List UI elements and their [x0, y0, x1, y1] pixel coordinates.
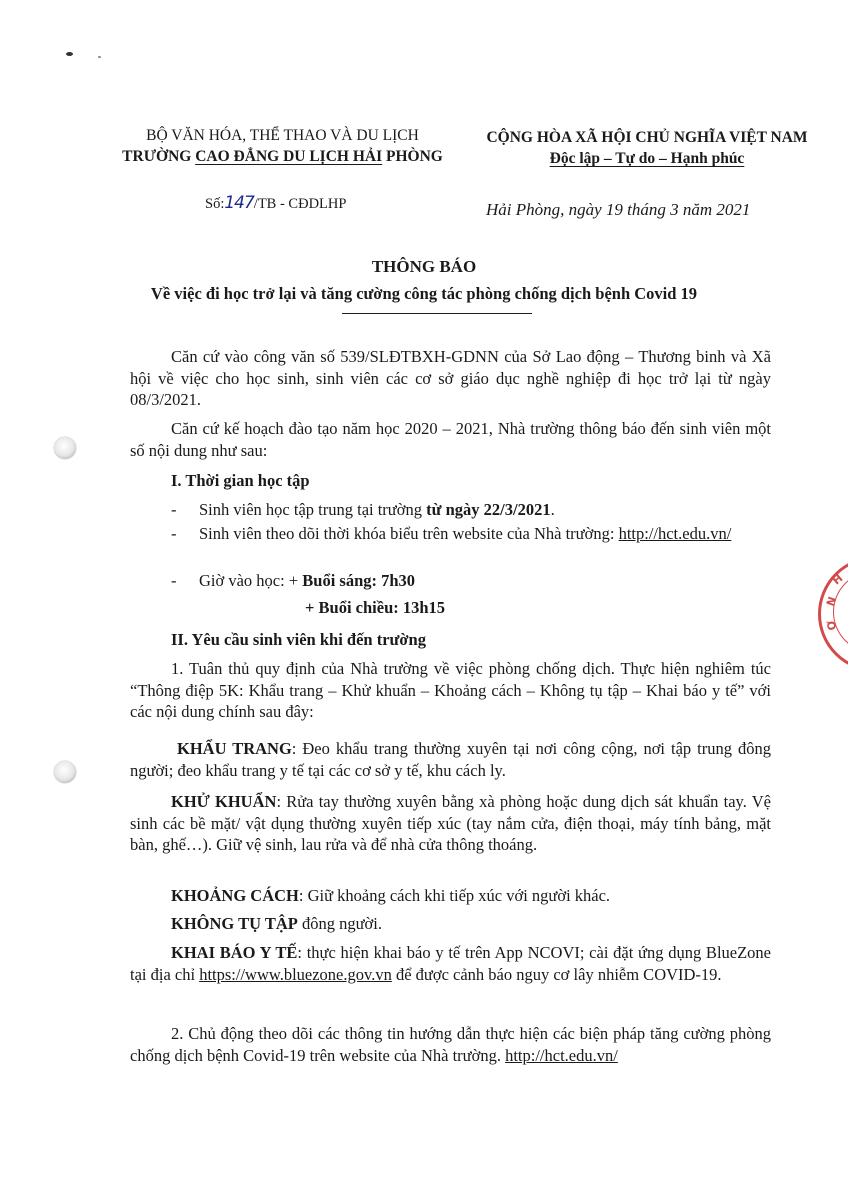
rule-paragraph-2	[130, 1023, 771, 1066]
item-text: đông người.	[297, 914, 382, 933]
item-label: KHỬ KHUẨN	[171, 792, 277, 811]
item-end: để được cảnh báo nguy cơ lây nhiễm COVID-19.	[391, 964, 722, 984]
stamp-glyph: Ơ	[824, 619, 840, 632]
handwritten-number: 147	[224, 193, 254, 213]
bullet-bold: từ ngày 22/3/2021	[426, 500, 551, 519]
item-label: KHÔNG TỤ TẬP	[171, 914, 298, 933]
item-text: : Rửa tay thường xuyên bằng xà phòng hoặc dung dịch sát khuẩn tay. Vệ sinh các bề mặt/ vật dụng thường xuyên tiếp xúc (tay nắm cửa, điện thoại, máy tính bảng, mặt bàn, ghế…). Giữ vệ sinh, lau rửa và để nhà cửa thông thoáng.	[130, 792, 771, 854]
item-khai-bao-y-te	[130, 942, 771, 985]
school-website-link[interactable]: http://hct.edu.vn/	[618, 524, 732, 543]
bullet-text: Sinh viên theo dõi thời khóa biểu trên website của Nhà trường:	[199, 524, 619, 543]
bullet-study-date	[171, 499, 799, 521]
intro-paragraph-1: Căn cứ vào công văn số 539/SLĐTBXH-GDNN của Sở Lao động – Thương binh và Xã hội về việc cho học sinh, sinh viên các cơ sở giáo dục nghề nghiệp đi học trở lại từ ngày 08/3/2021.	[130, 347, 771, 409]
item-label: KHAI BÁO Y TẾ	[171, 943, 298, 962]
rule-paragraph-1: 1. Tuân thủ quy định của Nhà trường về việc phòng chống dịch. Thực hiện nghiêm túc “Thông điệp 5K: Khẩu trang – Khử khuẩn – Khoảng cách – Không tụ tập – Khai báo y tế” với các nội dung chính sau đây:	[130, 659, 771, 721]
paragraph-text: 2. Chủ động theo dõi các thông tin hướng dẫn thực hiện các biện pháp tăng cường phòng chống dịch bệnh Covid-19 trên website của Nhà trường.	[130, 1024, 771, 1065]
stamp-glyph: H	[829, 571, 846, 588]
afternoon-time: + Buổi chiều: 13h15	[305, 598, 446, 617]
issuer-block	[100, 125, 465, 167]
number-prefix: Số:	[205, 196, 225, 212]
item-khong-tu-tap	[130, 913, 771, 935]
school-website-link[interactable]: http://hct.edu.vn/	[505, 1045, 618, 1065]
stamp-glyph: N	[823, 594, 840, 609]
bullet-dash: -	[171, 571, 177, 590]
bullet-end: .	[550, 500, 555, 519]
bullet-timetable	[171, 523, 799, 545]
bluezone-link[interactable]: https://www.bluezone.gov.vn	[199, 964, 392, 984]
punch-hole-icon	[54, 761, 76, 783]
item-text: : thực hiện khai báo y tế trên App NCOVI; cài đặt ứng dụng BlueZone tại địa chỉ	[130, 943, 771, 984]
item-text: : Đeo khẩu trang thường xuyên tại nơi công cộng, nơi tập trung đông người; đeo khẩu trang y tế tại các cơ sở y tế, khu cách ly.	[130, 739, 771, 780]
bullet-dash: -	[171, 500, 177, 519]
item-label: KHẨU TRANG	[177, 739, 292, 758]
item-text: : Giữ khoảng cách khi tiếp xúc với người khác.	[298, 886, 611, 905]
number-suffix: /TB - CĐDLHP	[253, 196, 347, 212]
section-2-heading: II. Yêu cầu sinh viên khi đến trường	[171, 630, 426, 649]
national-motto	[462, 148, 832, 169]
morning-time: Buổi sáng: 7h30	[302, 571, 416, 590]
bullet-text: Giờ vào học: +	[199, 571, 303, 590]
school-name-underlined: CAO ĐẲNG DU LỊCH HẢI	[195, 148, 383, 165]
bullet-text: Sinh viên học tập trung tại trường	[199, 500, 427, 519]
motto-text: Độc lập – Tự do – Hạnh phúc	[549, 150, 745, 167]
country-name: CỘNG HÒA XÃ HỘI CHỦ NGHĨA VIỆT NAM	[486, 129, 808, 146]
item-khu-khuan	[130, 791, 771, 856]
document-date: Hải Phòng, ngày 19 tháng 3 năm 2021	[486, 200, 751, 219]
item-khau-trang	[130, 738, 771, 781]
school-name-prefix: TRƯỜNG	[122, 148, 196, 165]
bullet-dash: -	[171, 524, 177, 543]
scan-speck	[98, 56, 101, 58]
national-header	[462, 127, 832, 169]
scan-speck	[66, 52, 73, 56]
item-khoang-cach	[130, 885, 771, 907]
document-title: THÔNG BÁO	[371, 257, 477, 276]
subtitle-underline	[342, 313, 532, 314]
section-1-heading: I. Thời gian học tập	[171, 471, 310, 490]
punch-hole-icon	[54, 437, 76, 459]
ministry-name: BỘ VĂN HÓA, THỂ THAO VÀ DU LỊCH	[146, 127, 419, 144]
item-label: KHOẢNG CÁCH	[171, 886, 299, 905]
bullet-class-hours	[171, 570, 799, 592]
document-subtitle: Về việc đi học trở lại và tăng cường công tác phòng chống dịch bệnh Covid 19	[150, 284, 698, 303]
document-number	[205, 193, 346, 213]
intro-paragraph-2: Căn cứ kế hoạch đào tạo năm học 2020 – 2021, Nhà trường thông báo đến sinh viên một số nội dung như sau:	[130, 419, 771, 460]
red-stamp-seal	[818, 556, 848, 672]
school-name-suffix: PHÒNG	[382, 148, 443, 165]
school-name	[100, 146, 465, 167]
